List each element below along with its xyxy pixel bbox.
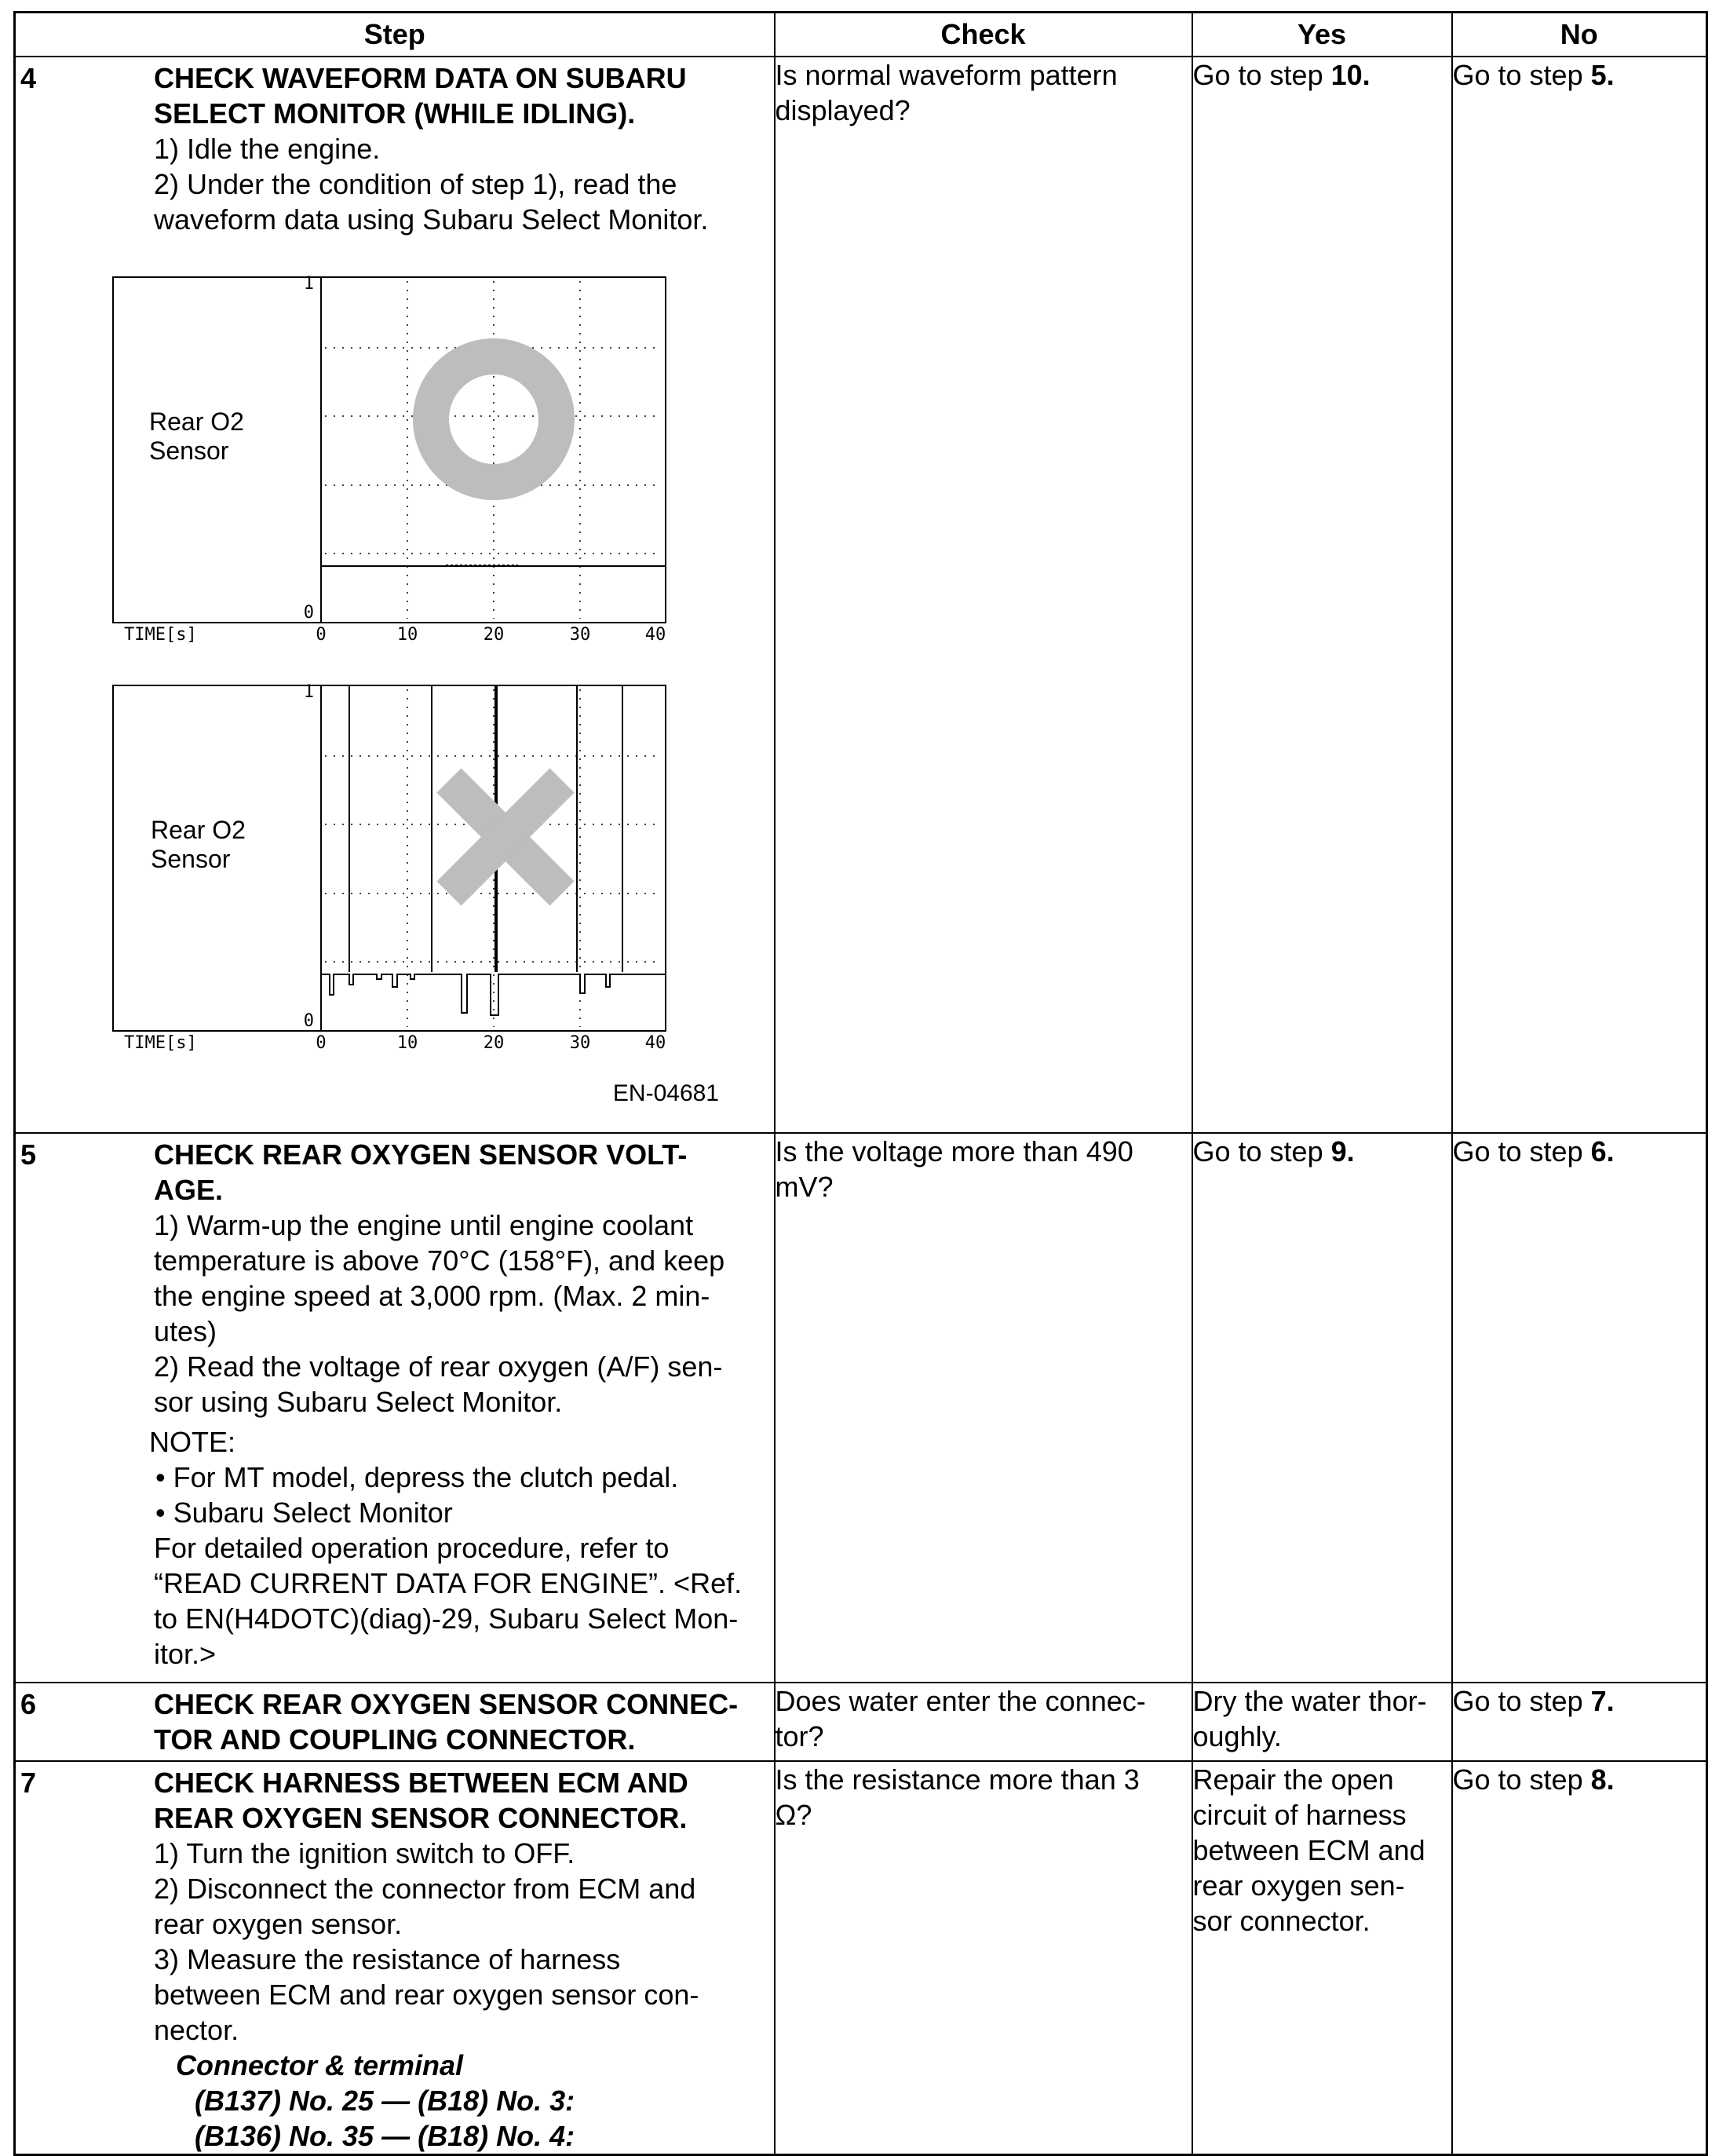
table-row-step-7 [15, 1761, 1707, 2155]
step-instruction: 2) Disconnect the connector from ECM and [154, 1872, 696, 1905]
step-title-line: AGE. [154, 1173, 224, 1206]
yes-cell-6 [1192, 1683, 1452, 1761]
x-tick-label: 30 [569, 1032, 591, 1053]
yes-action: rear oxygen sen- [1192, 1869, 1405, 1902]
x-tick-label: 20 [483, 624, 505, 645]
diagnostic-procedure-table [13, 11, 1708, 2156]
no-action: Go to step [1452, 58, 1591, 91]
note-label: NOTE: [149, 1425, 236, 1458]
y-max-label: 1 [303, 682, 314, 702]
step-instruction: 1) Warm-up the engine until engine coolant [154, 1208, 694, 1241]
step-title-line: CHECK WAVEFORM DATA ON SUBARU [154, 61, 687, 94]
x-tick-label: 10 [396, 1032, 418, 1053]
x-tick-label: 0 [316, 1032, 327, 1053]
x-tick-label: 40 [644, 1032, 666, 1053]
no-cell-6 [1452, 1683, 1707, 1761]
check-question: Is the voltage more than 490 [775, 1135, 1133, 1168]
note-bullet: • Subaru Select Monitor [155, 1496, 453, 1529]
terminal-spec: (B137) No. 25 — (B18) No. 3: [195, 2084, 575, 2117]
yes-action: sor connector. [1192, 1904, 1370, 1937]
note-text: “READ CURRENT DATA FOR ENGINE”. <Ref. [154, 1566, 743, 1599]
header-step: Step [15, 13, 775, 57]
step-title-line: TOR AND COUPLING CONNECTOR. [154, 1723, 636, 1756]
check-question: Does water enter the connec- [775, 1684, 1146, 1717]
waveform-figure [16, 237, 774, 1132]
no-step-ref: 7. [1590, 1684, 1615, 1717]
y-min-label: 0 [303, 1010, 314, 1031]
yes-action: Dry the water thor- [1192, 1684, 1427, 1717]
step-title-line: CHECK HARNESS BETWEEN ECM AND [154, 1766, 688, 1799]
check-cell-6 [775, 1683, 1192, 1761]
step-instruction: temperature is above 70°C (158°F), and keep [154, 1244, 725, 1277]
step-cell-7 [15, 1761, 775, 2155]
yes-cell-4 [1192, 57, 1452, 1133]
step-instruction: rear oxygen sensor. [154, 1907, 403, 1940]
panel-label: Rear O2 [151, 815, 246, 844]
step-instruction: utes) [154, 1314, 217, 1347]
waveform-figure-svg [16, 237, 776, 1132]
yes-action: oughly. [1192, 1719, 1282, 1752]
step-title-line: SELECT MONITOR (WHILE IDLING). [154, 97, 636, 130]
step-instruction: 3) Measure the resistance of harness [154, 1942, 621, 1975]
x-tick-label: 10 [396, 624, 418, 645]
no-step-ref: 8. [1590, 1763, 1615, 1796]
header-no: No [1452, 13, 1707, 57]
x-tick-label: 0 [316, 624, 327, 645]
waveform-panel-normal [113, 274, 666, 645]
yes-step-ref: 10. [1330, 58, 1370, 91]
table-row-step-6 [15, 1683, 1707, 1761]
no-cell-4 [1452, 57, 1707, 1133]
yes-action: Repair the open [1192, 1763, 1394, 1796]
step-title-line: CHECK REAR OXYGEN SENSOR VOLT- [154, 1138, 688, 1171]
y-max-label: 1 [303, 273, 314, 294]
step-instruction: nector. [154, 2013, 239, 2046]
step-instruction: sor using Subaru Select Monitor. [154, 1385, 563, 1418]
no-cell-5 [1452, 1133, 1707, 1683]
yes-step-ref: 9. [1330, 1135, 1355, 1168]
yes-action: Go to step [1192, 58, 1331, 91]
check-question: mV? [775, 1170, 834, 1203]
panel-label: Sensor [149, 436, 229, 465]
x-tick-label: 30 [569, 624, 591, 645]
step-cell-5 [15, 1133, 775, 1683]
yes-cell-7 [1192, 1761, 1452, 2155]
panel-label: Rear O2 [149, 407, 244, 436]
step-cell-4 [15, 57, 775, 1133]
note-text: to EN(H4DOTC)(diag)-29, Subaru Select Mon- [154, 1602, 739, 1635]
time-axis-label: TIME[s] [124, 1032, 197, 1053]
step-instruction: the engine speed at 3,000 rpm. (Max. 2 min- [154, 1279, 710, 1312]
terminal-heading: Connector & terminal [176, 2048, 464, 2081]
note-text: For detailed operation procedure, refer to [154, 1531, 670, 1564]
header-check: Check [775, 13, 1192, 57]
y-min-label: 0 [303, 602, 314, 623]
step-instruction: 1) Turn the ignition switch to OFF. [154, 1836, 575, 1869]
figure-code: EN-04681 [612, 1080, 719, 1106]
no-step-ref: 5. [1590, 58, 1615, 91]
step-cell-6 [15, 1683, 775, 1761]
yes-cell-5 [1192, 1133, 1452, 1683]
step-number: 4 [20, 61, 37, 94]
time-axis-label: TIME[s] [124, 624, 197, 645]
check-question: Is the resistance more than 3 [775, 1763, 1140, 1796]
no-action: Go to step [1452, 1684, 1591, 1717]
no-cell-7 [1452, 1761, 1707, 2155]
header-yes: Yes [1192, 13, 1452, 57]
terminal-spec: (B136) No. 35 — (B18) No. 4: [195, 2119, 575, 2152]
note-bullet: • For MT model, depress the clutch pedal. [155, 1460, 679, 1493]
table-row-step-5 [15, 1133, 1707, 1683]
waveform-panel-abnormal [113, 682, 666, 1053]
note-text: itor.> [154, 1637, 217, 1670]
step-instruction: waveform data using Subaru Select Monitor. [154, 203, 709, 236]
step-number: 6 [20, 1687, 37, 1720]
step-instruction: between ECM and rear oxygen sensor con- [154, 1978, 699, 2011]
step-number: 7 [20, 1766, 37, 1799]
no-action: Go to step [1452, 1763, 1591, 1796]
step-instruction: 2) Under the condition of step 1), read the [154, 167, 677, 200]
check-question: Ω? [775, 1798, 812, 1831]
table-row-step-4 [15, 57, 1707, 1133]
step-number: 5 [20, 1138, 37, 1171]
step-instruction: 2) Read the voltage of rear oxygen (A/F) sen- [154, 1350, 723, 1383]
yes-action: Go to step [1192, 1135, 1331, 1168]
panel-label: Sensor [151, 844, 231, 873]
check-question: tor? [775, 1719, 824, 1752]
check-question: displayed? [775, 93, 911, 126]
no-action: Go to step [1452, 1135, 1591, 1168]
check-cell-7 [775, 1761, 1192, 2155]
x-tick-label: 40 [644, 624, 666, 645]
yes-action: circuit of harness [1192, 1798, 1407, 1831]
x-tick-label: 20 [483, 1032, 505, 1053]
step-title-line: REAR OXYGEN SENSOR CONNECTOR. [154, 1801, 688, 1834]
check-question: Is normal waveform pattern [775, 58, 1118, 91]
step-instruction: 1) Idle the engine. [154, 132, 381, 165]
step-title-line: CHECK REAR OXYGEN SENSOR CONNEC- [154, 1687, 739, 1720]
header-row [15, 13, 1707, 57]
check-cell-5 [775, 1133, 1192, 1683]
check-cell-4 [775, 57, 1192, 1133]
yes-action: between ECM and [1192, 1833, 1425, 1866]
no-step-ref: 6. [1590, 1135, 1615, 1168]
incorrect-cross-icon [449, 780, 562, 893]
